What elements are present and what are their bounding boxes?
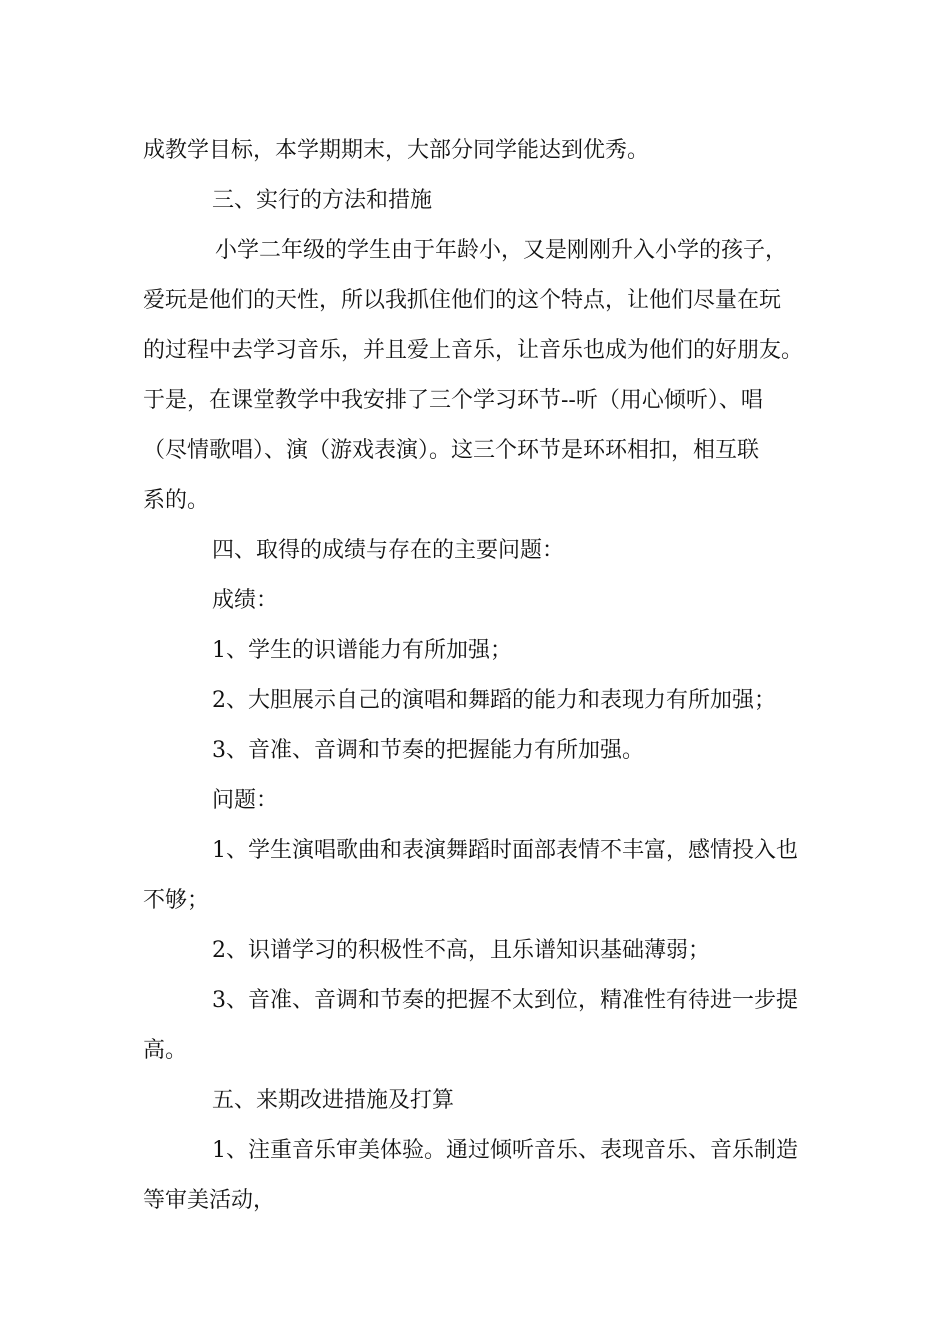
list-item: 3、音准、音调和节奏的把握不太到位，精准性有待进一步提 [212,988,798,1013]
subheading: 成绩： [212,588,279,613]
paragraph-line: 成教学目标，本学期期末，大部分同学能达到优秀。 [143,138,650,163]
paragraph-line: 于是，在课堂教学中我安排了三个学习环节--听（用心倾听）、唱 [143,388,763,413]
list-item-continuation: 不够； [143,888,210,913]
section-heading: 三、实行的方法和措施 [212,188,433,213]
paragraph-line: （尽情歌唱）、演（游戏表演）。这三个环节是环环相扣，相互联 [143,438,760,463]
list-item: 2、大胆展示自己的演唱和舞蹈的能力和表现力有所加强； [212,688,776,713]
subheading: 问题： [212,788,279,813]
section-heading: 四、取得的成绩与存在的主要问题： [212,538,565,563]
list-item: 1、学生的识谱能力有所加强； [212,638,512,663]
paragraph-line: 爱玩是他们的天性，所以我抓住他们的这个特点，让他们尽量在玩 [143,288,782,313]
paragraph-line: 小学二年级的学生由于年龄小，又是刚刚升入小学的孩子， [215,238,788,263]
list-item: 3、音准、音调和节奏的把握能力有所加强。 [212,738,644,763]
list-item: 1、学生演唱歌曲和表演舞蹈时面部表情不丰富，感情投入也 [212,838,798,863]
list-item: 2、识谱学习的积极性不高，且乐谱知识基础薄弱； [212,938,710,963]
section-heading: 五、来期改进措施及打算 [212,1088,455,1113]
list-item-continuation: 等审美活动， [143,1188,276,1213]
list-item-continuation: 高。 [143,1038,188,1063]
paragraph-line: 的过程中去学习音乐，并且爱上音乐，让音乐也成为他们的好朋友。 [143,338,804,363]
list-item: 1、注重音乐审美体验。通过倾听音乐、表现音乐、音乐制造 [212,1138,798,1163]
paragraph-line: 系的。 [143,488,210,513]
